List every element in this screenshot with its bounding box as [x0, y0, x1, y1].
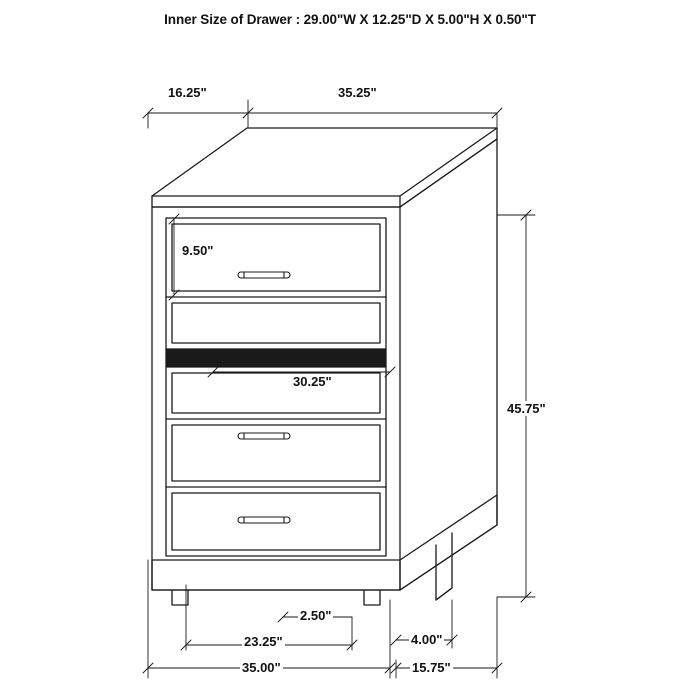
dimension-label-top-width: 35.25": [338, 85, 377, 100]
dimension-label-foot-height: 4.00": [411, 632, 443, 647]
dimension-label-overall-width: 35.00": [242, 660, 281, 675]
dimension-label-overall-depth: 15.75": [412, 660, 451, 675]
dimension-label-foot-inset: 2.50": [300, 608, 332, 623]
dimension-label-drawer-front-h: 9.50": [182, 243, 214, 258]
dimension-label-drawer-inner-w: 30.25": [293, 374, 332, 389]
page-title: Inner Size of Drawer : 29.00"W X 12.25"D X 5.00"H X 0.50"T: [164, 12, 536, 27]
dimension-label-base-inner-width: 23.25": [244, 634, 283, 649]
dimension-label-top-left-depth: 16.25": [168, 85, 207, 100]
dimension-label-overall-height: 45.75": [507, 401, 546, 416]
